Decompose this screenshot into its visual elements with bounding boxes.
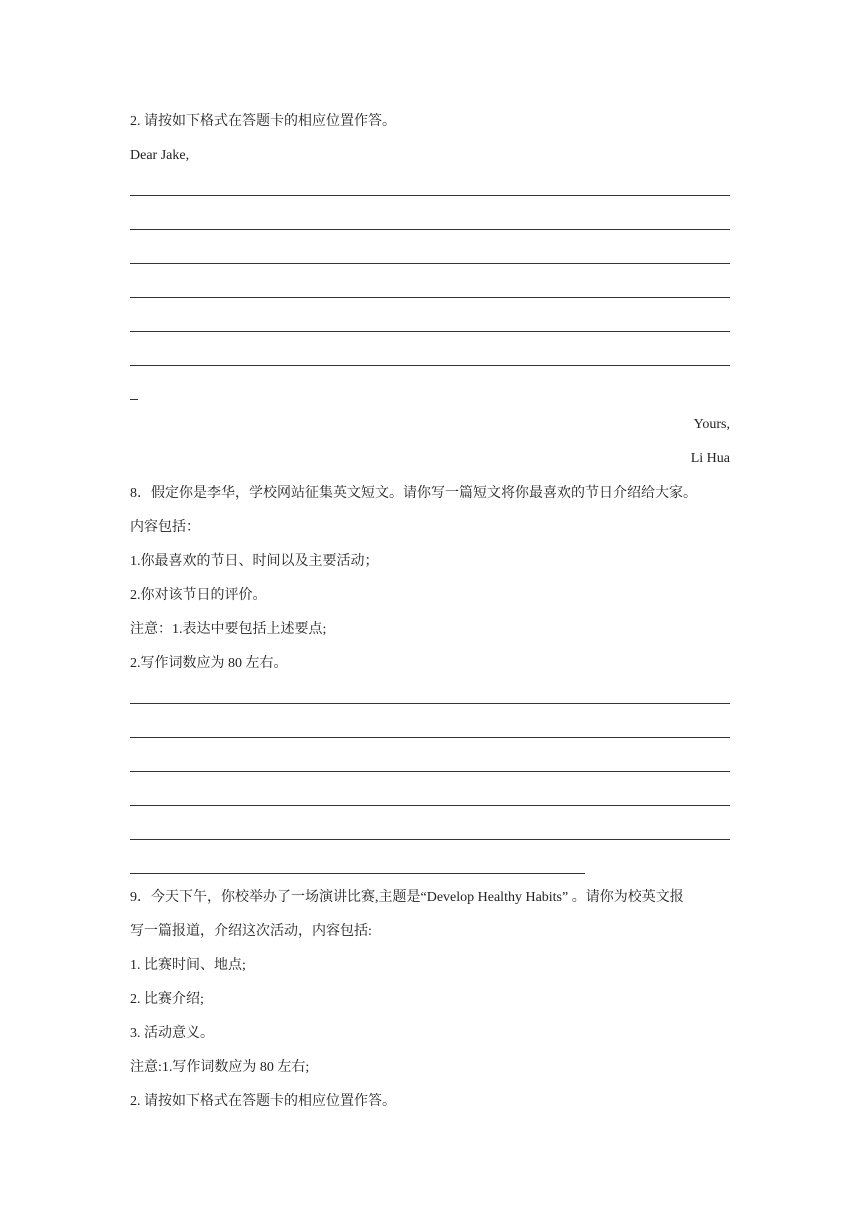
answer-line — [130, 229, 730, 230]
q9-point2: 2. 比赛介绍; — [130, 992, 204, 1007]
q8-point2: 2.你对该节日的评价。 — [130, 588, 267, 603]
answer-line — [130, 703, 730, 704]
answer-line — [130, 297, 730, 298]
answer-line — [130, 365, 730, 366]
instruction-answer-format: 2. 请按如下格式在答题卡的相应位置作答。 — [130, 114, 396, 129]
letter-greeting: Dear Jake, — [130, 148, 190, 163]
answer-line — [130, 771, 730, 772]
q9-prompt-line1: 9．今天下午，你校举办了一场演讲比赛,主题是“Develop Healthy Habits” 。请你为校英文报 — [130, 890, 684, 905]
answer-line-last — [130, 873, 585, 874]
answer-line-end — [130, 399, 138, 400]
answer-line — [130, 263, 730, 264]
q9-point3: 3. 活动意义。 — [130, 1026, 214, 1041]
letter-closing: Yours, — [693, 417, 730, 432]
letter-signature: Li Hua — [690, 451, 730, 466]
q9-note1: 注意:1.写作词数应为 80 左右; — [130, 1060, 310, 1075]
answer-line — [130, 195, 730, 196]
q9-note2: 2. 请按如下格式在答题卡的相应位置作答。 — [130, 1094, 396, 1109]
q8-note1: 注意：1.表达中要包括上述要点; — [130, 622, 327, 637]
answer-line — [130, 839, 730, 840]
q8-prompt-line2: 内容包括： — [130, 520, 200, 535]
q9-point1: 1. 比赛时间、地点; — [130, 958, 246, 973]
q8-note2: 2.写作词数应为 80 左右。 — [130, 656, 288, 671]
q9-prompt-line2: 写一篇报道，介绍这次活动，内容包括: — [130, 924, 372, 939]
answer-line — [130, 805, 730, 806]
answer-line — [130, 737, 730, 738]
answer-line — [130, 331, 730, 332]
q8-point1: 1.你最喜欢的节日、时间以及主要活动； — [130, 554, 379, 569]
q8-prompt-line1: 8．假定你是李华，学校网站征集英文短文。请你写一篇短文将你最喜欢的节日介绍给大家。 — [130, 486, 697, 501]
